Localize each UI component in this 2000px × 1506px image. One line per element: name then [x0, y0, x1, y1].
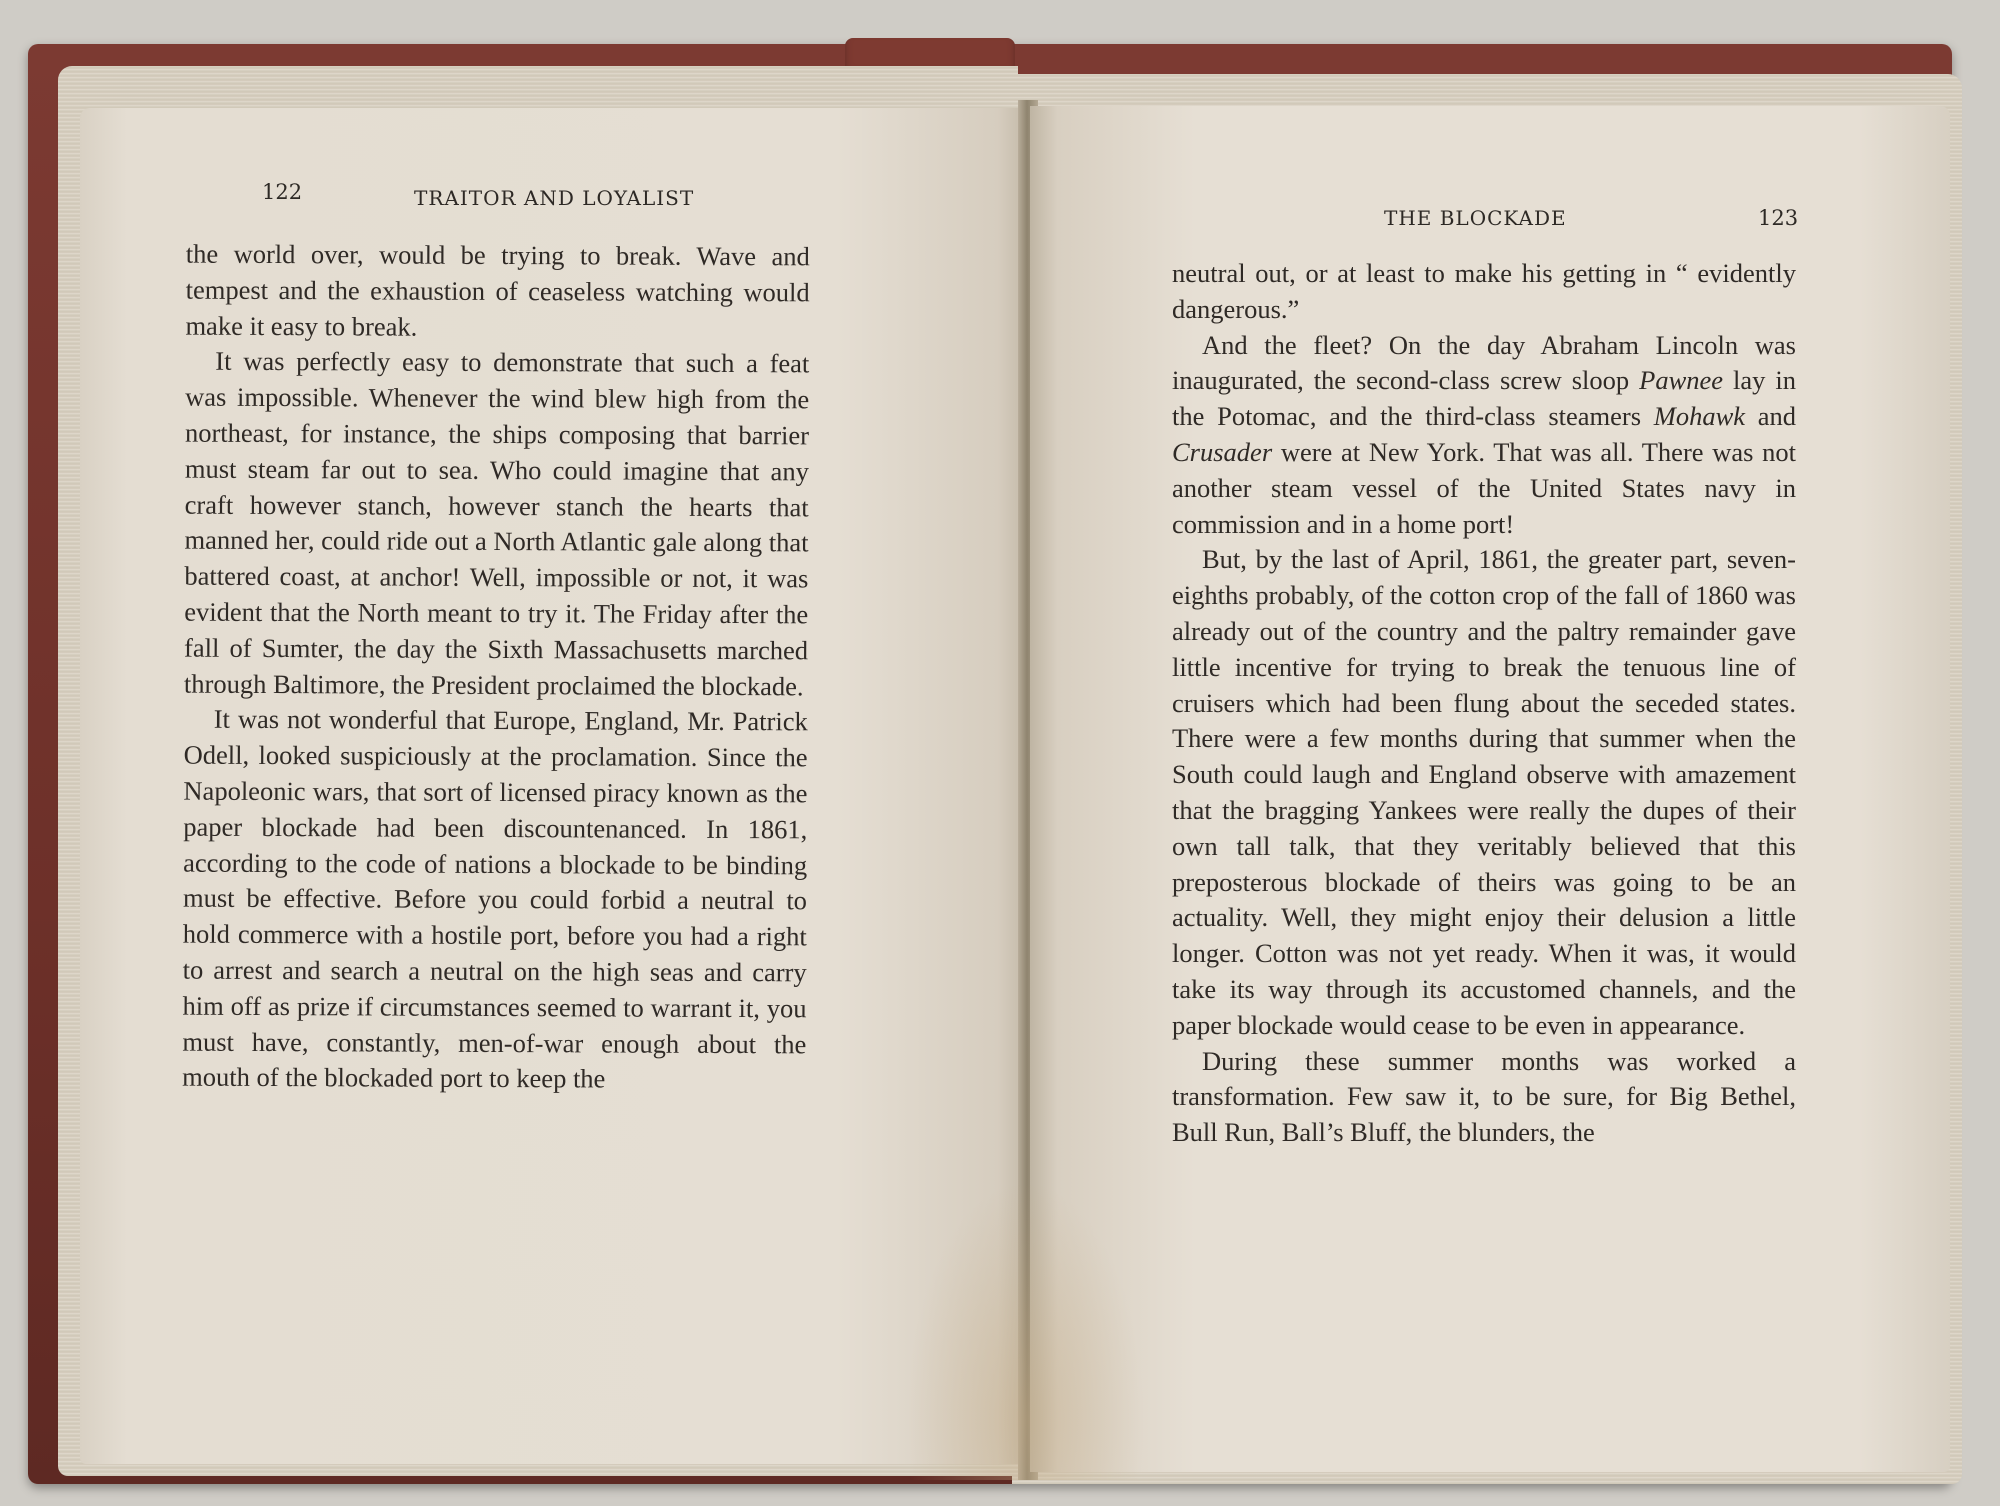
paragraph: It was not wonderful that Europe, England, Mr. Patrick Odell, looked suspiciously at the proclamation. Since the Napoleonic wars, that sort of licensed piracy known as the paper blockade had been discountenanced. In 1861, according to the code of nations a blockade to be binding must be effective. Before you could forbid a neutral to hold commerce with a hostile port, before you had a right to arrest and search a neutral on the high seas and carry him off as prize if circumstances seemed to warrant it, you must have, constantly, men-of-war enough about the mouth of the blockaded port to keep the [182, 704, 808, 1094]
water-stain [905, 1180, 1145, 1480]
left-page-number: 122 [262, 180, 303, 204]
paragraph [1172, 328, 1796, 543]
paragraph: neutral out, or at least to make his getting in “ evidently dangerous.” [1172, 258, 1796, 324]
ship-name: Crusader [1172, 436, 1273, 467]
text-run: were at New York. That was all. There was not another steam vessel of the United States navy in commission and in a home port! [1172, 436, 1796, 539]
ship-name: Pawnee [1639, 365, 1724, 396]
paragraph: the world over, would be trying to break. Wave and tempest and the exhaustion of ceaseless watching would make it easy to break. [185, 238, 810, 342]
right-text-block [1172, 256, 1796, 1151]
paragraph: It was perfectly easy to demonstrate that such a feat was impossible. Whenever the wind blew high from the northeast, for instance, the ships composing that barrier must steam far out to sea. Who could imagine that any craft however stanch, however stanch the hearts that manned her, could ride out a North Atlantic gale along that battered coast, at anchor! Well, impossible or not, it was evident that the North meant to try it. The Friday after the fall of Sumter, the day the Sixth Massachusetts marched through Baltimore, the President proclaimed the blockade. [183, 346, 810, 701]
text-run: lay in the Potomac, and the third-class steamers [1172, 365, 1796, 432]
paragraph: But, by the last of April, 1861, the greater part, seven-eighths probably, of the cotton crop of the fall of 1860 was already out of the country and the paltry remainder gave little incentive for trying to break the tenuous line of cruisers which had been flung about the seceded states. There were a few months during that summer when the South could laugh and England observe with amazement that the bragging Yankees were really the dupes of their own tall talk, that they veritably believed that this preposterous blockade of theirs was going to be an actuality. Well, they might enjoy their delusion a little longer. Cotton was not yet ready. When it was, it would take its way through its accustomed channels, and the paper blockade would cease to be even in appearance. [1172, 544, 1796, 1040]
right-page-number: 123 [1758, 206, 1799, 230]
text-run: and [1745, 401, 1796, 432]
ship-name: Mohawk [1653, 401, 1746, 432]
right-running-head: THE BLOCKADE [1384, 206, 1567, 230]
left-text-block [182, 237, 810, 1099]
text-run: And the fleet? On the day Abraham Lincoln was inaugurated, the second-class screw sloop [1172, 329, 1796, 396]
paragraph: During these summer months was worked a transformation. Few saw it, to be sure, for Big Bethel, Bull Run, Ball’s Bluff, the blunders, the [1172, 1045, 1796, 1148]
left-running-head: TRAITOR AND LOYALIST [414, 186, 695, 210]
